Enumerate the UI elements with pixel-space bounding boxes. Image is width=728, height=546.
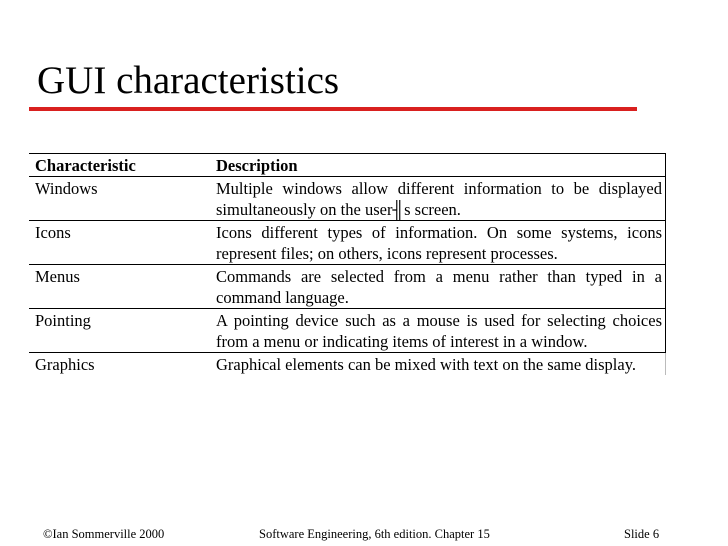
characteristic-cell: Windows [35,179,98,198]
description-cell: Commands are selected from a menu rather than typed in a command language. [216,267,662,307]
description-cell: Icons different types of information. On some systems, icons represent files; on others, icons represent processes. [216,223,662,263]
table-row [29,309,666,353]
footer-copyright: ©Ian Sommerville 2000 [43,527,165,541]
footer-slide-number: Slide 6 [624,527,660,541]
characteristic-cell: Pointing [35,311,91,330]
gui-characteristics-table [29,153,666,375]
table-row [29,221,666,265]
table-header-row [29,154,666,177]
description-cell: A pointing device such as a mouse is used for selecting choices from a menu or indicating items of interest in a window. [216,311,662,351]
slide-title: GUI characteristics [37,59,340,102]
description-cell: Multiple windows allow different information to be displayed simultaneously on the user╢s screen. [216,179,662,219]
characteristic-cell: Graphics [35,355,95,374]
characteristic-cell: Menus [35,267,80,286]
table-row [29,265,666,309]
header-description: Description [216,156,298,175]
description-cell: Graphical elements can be mixed with text on the same display. [216,355,637,374]
title-underline [29,107,637,111]
table-row [29,353,666,375]
table-row [29,177,666,221]
footer-book-title: Software Engineering, 6th edition. Chapter 15 [259,527,490,541]
characteristic-cell: Icons [35,223,71,242]
header-characteristic: Characteristic [35,156,136,175]
